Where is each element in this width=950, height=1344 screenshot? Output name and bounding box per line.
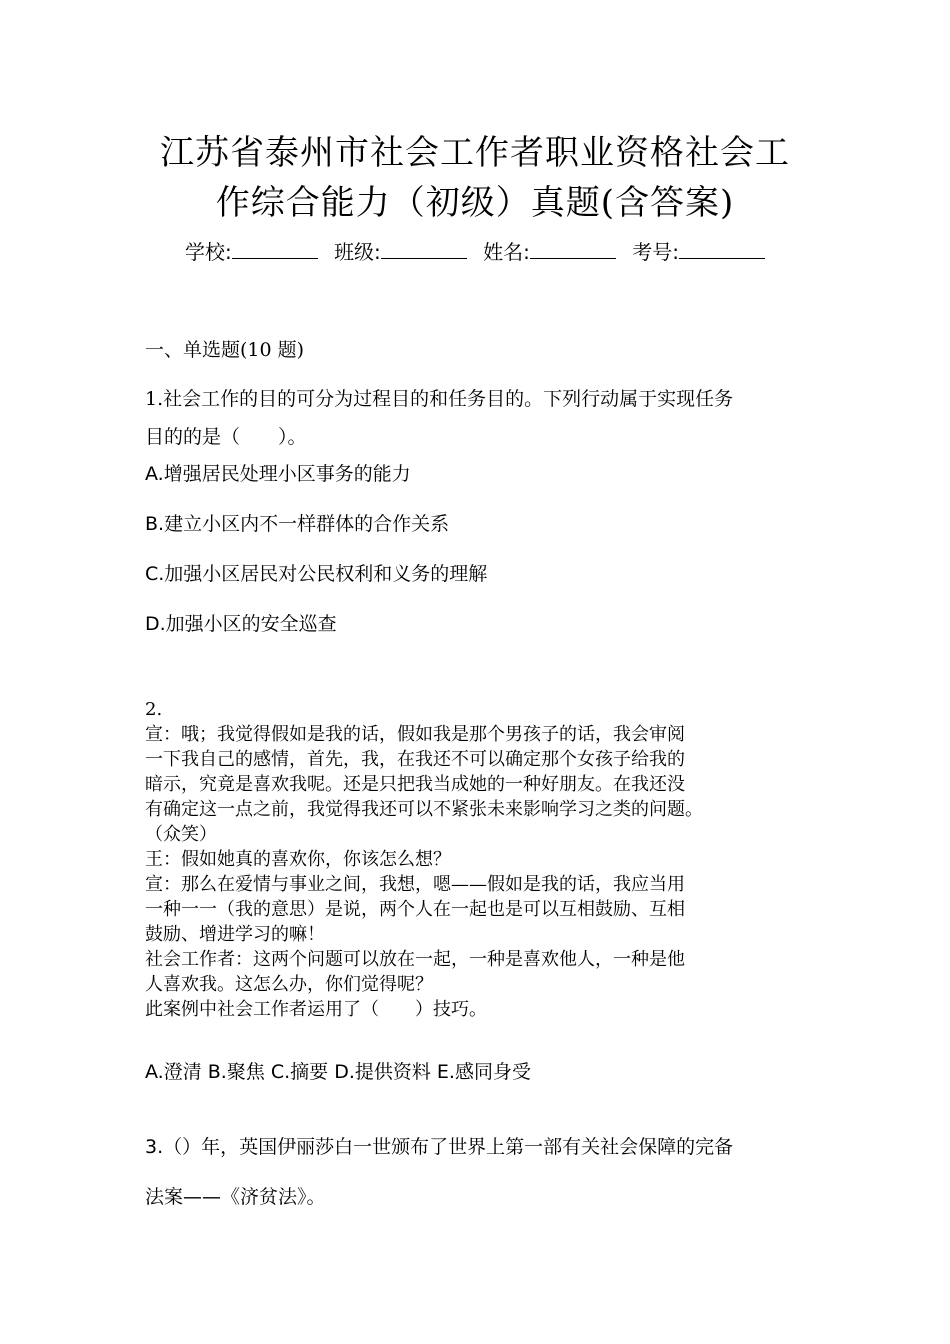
q2-line-6: 王：假如她真的喜欢你，你该怎么想？ <box>145 849 451 870</box>
document-title-line-1: 江苏省泰州市社会工作者职业资格社会工 <box>160 133 790 173</box>
q1-option-c: C.加强小区居民对公民权利和义务的理解 <box>145 563 488 585</box>
q1-stem-line-1: 1.社会工作的目的可分为过程目的和任务目的。下列行动属于实现任务 <box>145 388 734 410</box>
section-heading: 一、单选题(10 题) <box>145 339 305 361</box>
q2-line-3: 暗示，究竟是喜欢我呢。还是只把我当成她的一种好朋友。在我还没 <box>145 774 685 795</box>
q3-line-1: 3.（）年，英国伊丽莎白一世颁布了世界上第一部有关社会保障的完备 <box>145 1136 734 1158</box>
exam-no-label: 考号: <box>632 240 680 264</box>
q3-line-2: 法案——《济贫法》。 <box>145 1186 326 1208</box>
q2-line-1: 宣：哦；我觉得假如是我的话，假如我是那个男孩子的话，我会审阅 <box>145 724 685 745</box>
student-info-row <box>0 238 950 266</box>
school-blank[interactable] <box>232 240 318 259</box>
q2-line-7: 宣：那么在爱情与事业之间，我想，嗯——假如是我的话，我应当用 <box>145 874 685 895</box>
q2-line-8: 一种一一（我的意思）是说，两个人在一起也是可以互相鼓励、互相 <box>145 899 685 920</box>
class-label: 班级: <box>334 240 381 264</box>
q2-number: 2. <box>145 699 163 720</box>
q2-options: A.澄清 B.聚焦 C.摘要 D.提供资料 E.感同身受 <box>145 1061 531 1083</box>
q2-line-5: （众笑） <box>145 824 217 845</box>
name-label: 姓名: <box>483 240 530 264</box>
q1-option-a: A.增强居民处理小区事务的能力 <box>145 463 411 485</box>
class-blank[interactable] <box>381 240 467 259</box>
q2-line-11: 人喜欢我。这怎么办，你们觉得呢？ <box>145 974 433 995</box>
q2-line-2: 一下我自己的感情，首先，我，在我还不可以确定那个女孩子给我的 <box>145 749 685 770</box>
q2-line-4: 有确定这一点之前，我觉得我还可以不紧张未来影响学习之类的问题。 <box>145 799 703 820</box>
exam-no-blank[interactable] <box>679 240 765 259</box>
q1-option-d: D.加强小区的安全巡查 <box>145 613 337 635</box>
q2-line-10: 社会工作者：这两个问题可以放在一起，一种是喜欢他人，一种是他 <box>145 949 685 970</box>
school-label: 学校: <box>184 240 232 264</box>
q1-stem-line-2: 目的的是（ ）。 <box>145 426 307 448</box>
q2-line-9: 鼓励、增进学习的嘛！ <box>145 924 325 945</box>
name-blank[interactable] <box>530 240 616 259</box>
q1-option-b: B.建立小区内不一样群体的合作关系 <box>145 513 450 535</box>
document-title-line-2: 作综合能力（初级）真题(含答案) <box>215 183 735 223</box>
q2-line-12: 此案例中社会工作者运用了（ ）技巧。 <box>145 999 487 1020</box>
